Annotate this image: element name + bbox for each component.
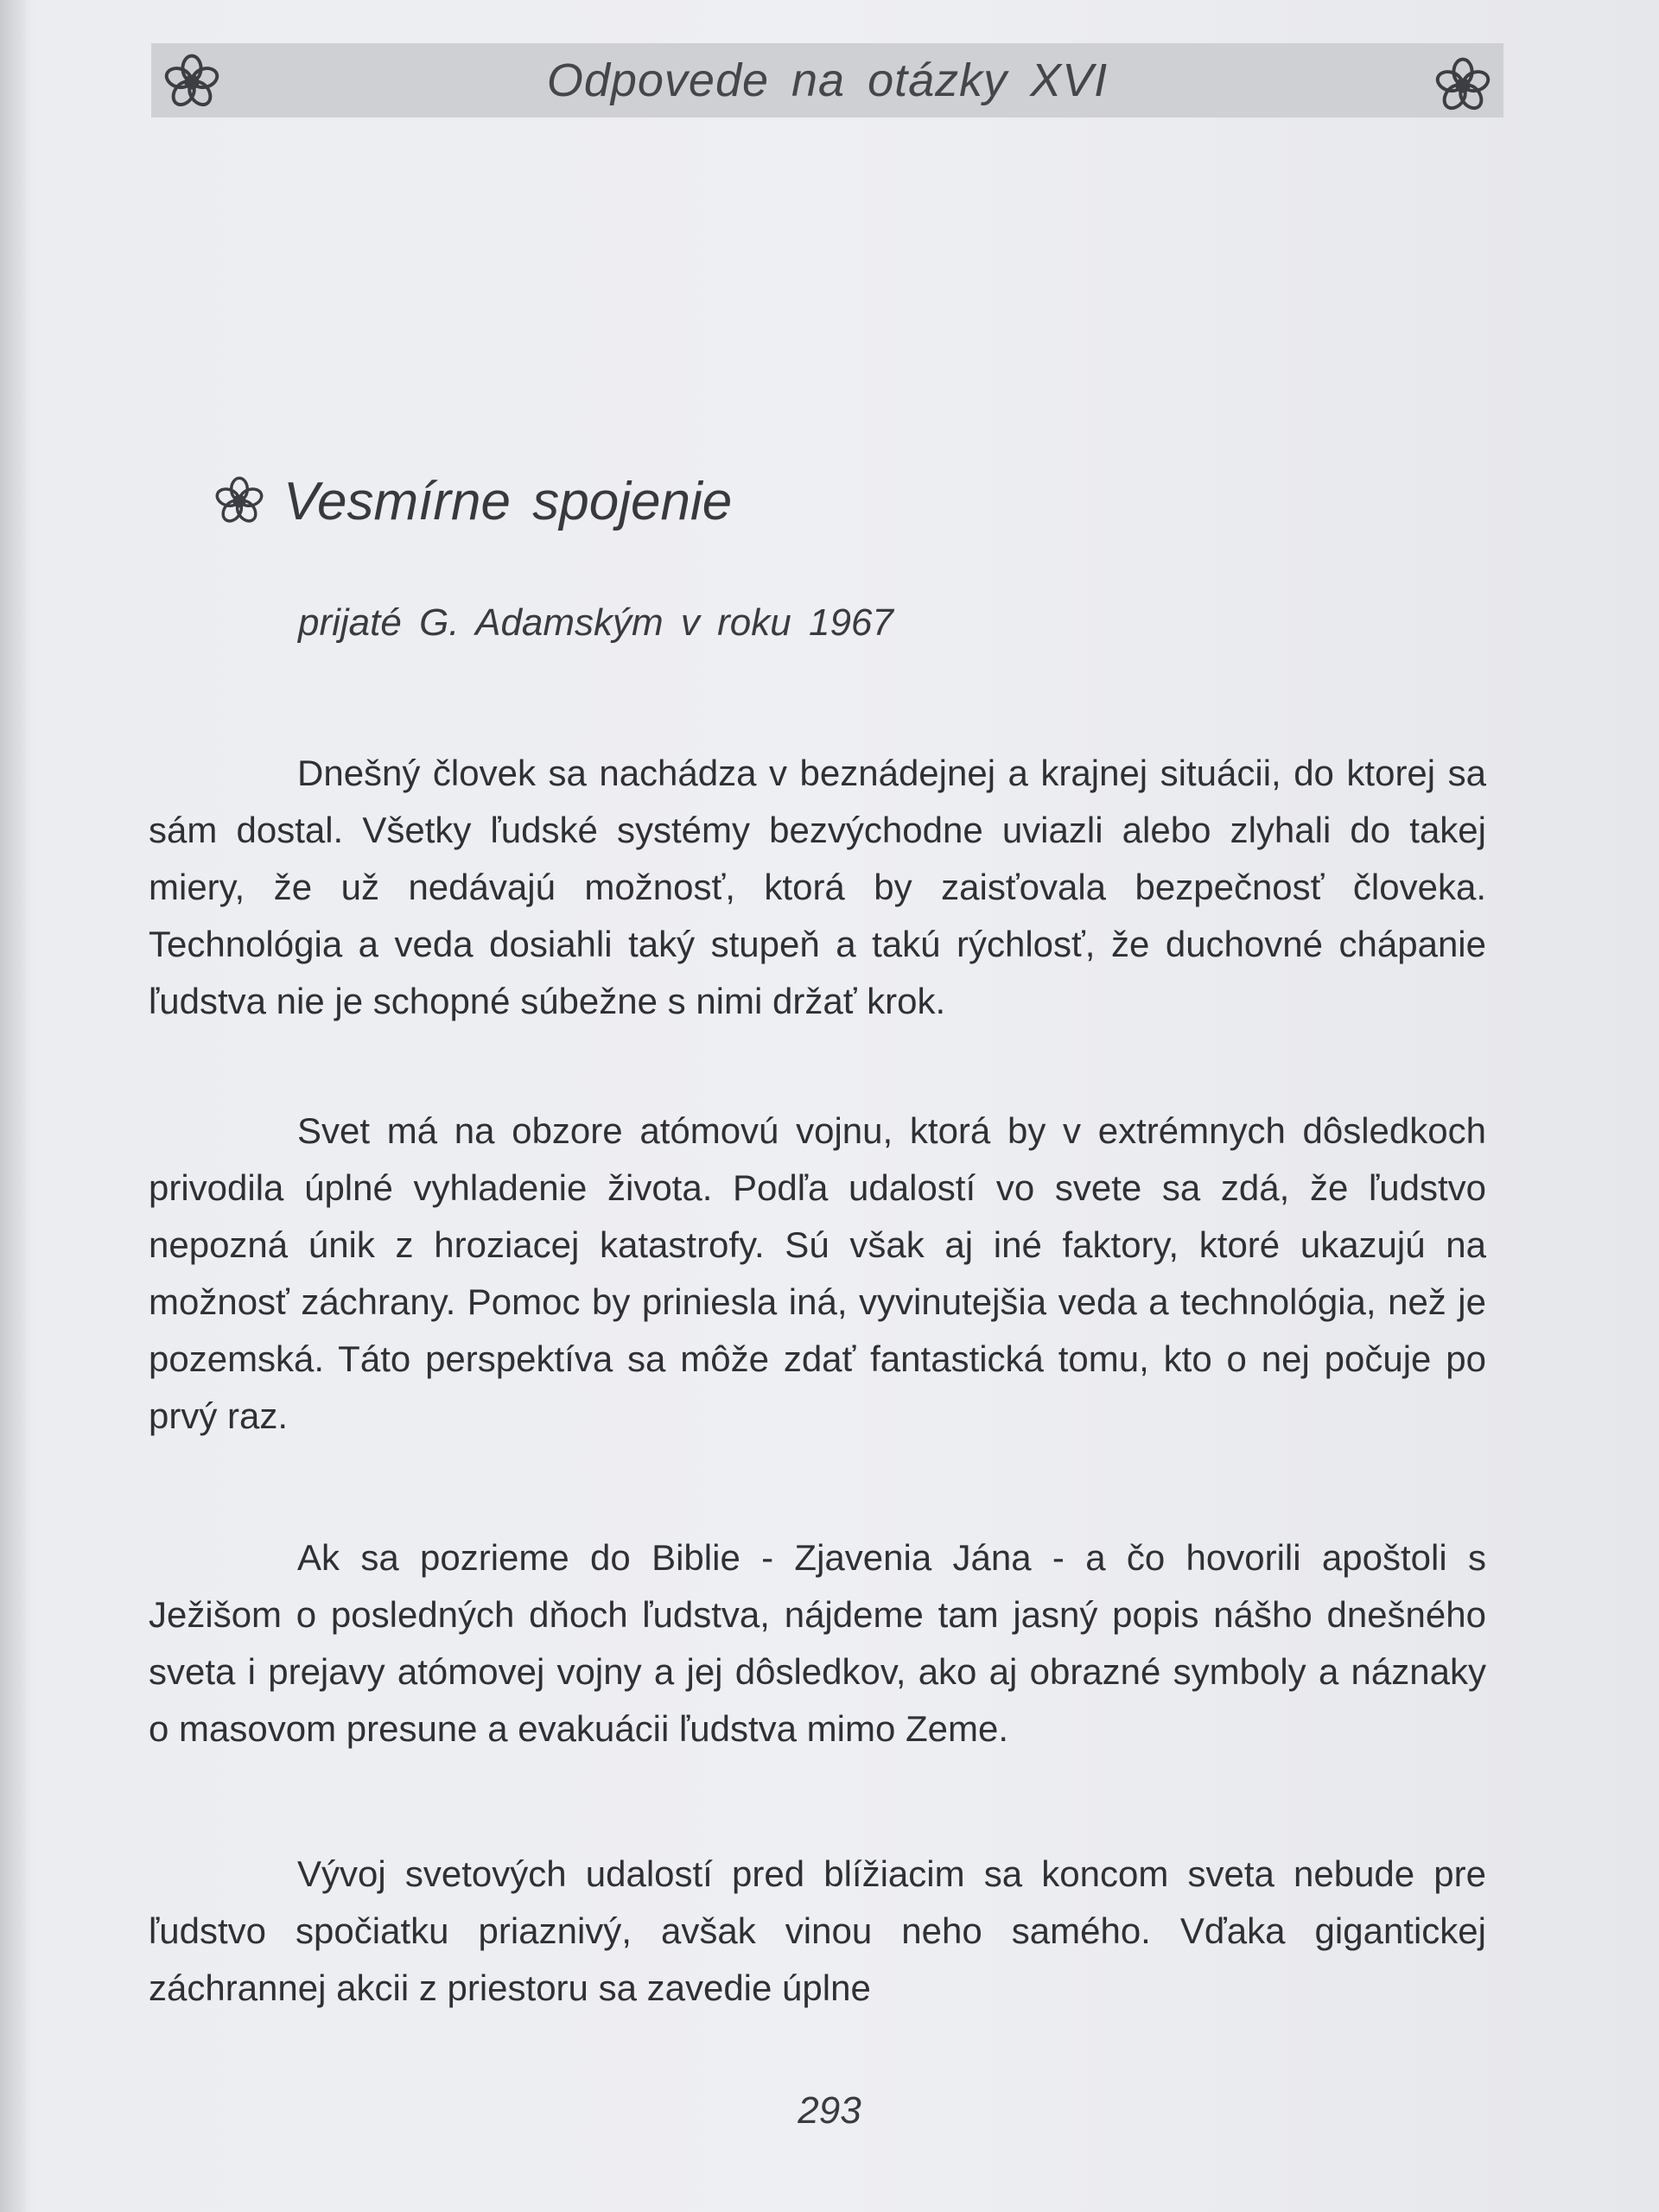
body-paragraph xyxy=(149,1529,1486,1758)
body-paragraph xyxy=(149,1846,1486,2017)
paragraph-text: Svet má na obzore atómovú vojnu, ktorá by v extrémnych dôsledkoch privodila úplné vyhladenie života. Podľa udalostí vo svete sa zdá, že ľudstvo nepozná únik z hroziacej katastrofy. Sú však aj iné faktory, ktoré ukazujú na možnosť záchrany. Pomoc by priniesla iná, vyvinutejšia veda a technológia, než je pozemská. Táto perspektíva sa môže zdať fantastická tomu, kto o nej počuje po prvý raz. xyxy=(149,1110,1486,1436)
paragraph-text: Ak sa pozrieme do Biblie - Zjavenia Jána - a čo hovorili apoštoli s Ježišom o posledných dňoch ľudstva, nájdeme tam jasný popis nášho dnešného sveta i prejavy atómovej vojny a jej dôsledkov, ako aj obrazné symboly a náznaky o masovom presune a evakuácii ľudstva mimo Zeme. xyxy=(149,1537,1486,1749)
page-number: 293 xyxy=(798,2089,861,2132)
flower-icon xyxy=(214,476,264,526)
running-header xyxy=(151,43,1503,118)
paragraph-text: Dnešný človek sa nachádza v beznádejnej a krajnej situácii, do ktorej sa sám dostal. Všetky ľudské systémy bezvýchodne uviazli alebo zlyhali do takej miery, že už nedávajú možnosť, ktorá by zaisťovala bezpečnosť človeka. Technológia a veda dosiahli taký stupeň a takú rýchlosť, že duchovné chápanie ľudstva nie je schopné súbežne s nimi držať krok. xyxy=(149,753,1486,1021)
flower-icon xyxy=(1434,57,1491,114)
body-paragraph xyxy=(149,745,1486,1030)
body-paragraph xyxy=(149,1103,1486,1445)
article-heading xyxy=(214,467,732,536)
article-title: Vesmírne spojenie xyxy=(283,471,733,531)
article-subtitle: prijaté G. Adamským v roku 1967 xyxy=(298,601,893,644)
page-gutter xyxy=(0,0,26,2212)
running-title: Odpovede na otázky XVI xyxy=(546,54,1109,106)
paragraph-text: Vývoj svetových udalostí pred blížiacim sa koncom sveta nebude pre ľudstvo spočiatku priaznivý, avšak vinou neho samého. Vďaka gigantickej záchrannej akcii z priestoru sa zavedie úplne xyxy=(149,1853,1486,2008)
